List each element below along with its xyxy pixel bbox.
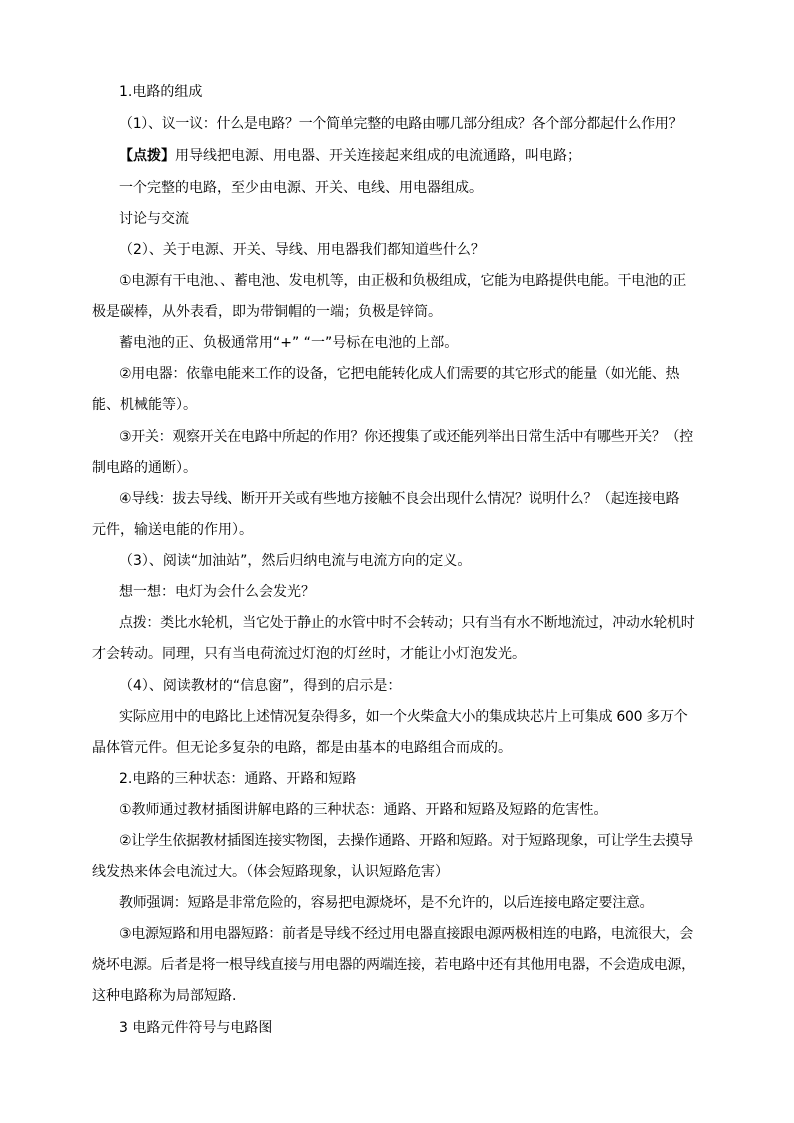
switch-line-2: 制电路的通断）。 (92, 460, 197, 476)
section-heading-1: 1.电路的组成 (119, 84, 203, 100)
hint-text: 用导线把电源、用电器、开关连接起来组成的电流通路，叫电路； (175, 148, 581, 164)
state-explanation-2-line-1: ②让学生依据教材插图连接实物图，去操作通路、开路和短路。对于短路现象，可让学生去摸导 (119, 833, 693, 849)
power-source-line-2: 极是碳棒，从外表看，即为带铜帽的一端；负极是锌筒。 (92, 304, 442, 320)
hint-label: 【点拨】 (119, 148, 175, 164)
wire-line-1: ④导线：拔去导线、断开开关或有些地方接触不良会出现什么情况？说明什么？（起连接电路 (119, 491, 680, 507)
short-circuit-line-3: 这种电路称为局部短路. (92, 988, 237, 1004)
battery-paragraph: 蓄电池的正、负极通常用“+” “一”号标在电池的上部。 (119, 335, 459, 351)
hint2-line-2: 才会转动。同理，只有当电荷流过灯泡的灯丝时，才能让小灯泡发光。 (92, 646, 526, 662)
question-4: （4）、阅读教材的“信息窗”，得到的启示是： (119, 678, 402, 694)
practical-line-2: 晶体管元件。但无论多复杂的电路，都是由基本的电路组合而成的。 (92, 740, 512, 756)
teacher-emphasis: 教师强调：短路是非常危险的，容易把电源烧坏，是不允许的，以后连接电路定要注意。 (119, 895, 654, 911)
switch-line-1: ③开关：观察开关在电路中所起的作用？你还搜集了或还能列举出日常生活中有哪些开关？（控 (119, 429, 693, 445)
appliance-line-2: 能、机械能等）。 (92, 397, 197, 413)
short-circuit-line-1: ③电源短路和用电器短路：前者是导线不经过用电器直接跟电源两极相连的电路，电流很大，会 (119, 926, 693, 942)
hint-paragraph (119, 146, 704, 166)
hint2-line-1: 点拨：类比水轮机，当它处于静止的水管中时不会转动；只有当有水不断地流过，冲动水轮机时 (119, 615, 695, 631)
practical-line-1: 实际应用中的电路比上述情况复杂得多，如一个火柴盒大小的集成块芯片上可集成 600 多万个 (119, 709, 688, 725)
discussion-heading: 讨论与交流 (119, 211, 189, 227)
power-source-line-1: ①电源有干电池、、蓄电池、发电机等，由正极和负极组成，它能为电路提供电能。干电池的正 (119, 273, 686, 289)
question-2: （2）、关于电源、开关、导线、用电器我们都知道些什么？ (119, 242, 485, 258)
short-circuit-line-2: 烧坏电源。后者是将一根导线直接与用电器的两端连接，若电路中还有其他用电器，不会造成电源， (92, 957, 695, 973)
section-heading-3: 3 电路元件符号与电路图 (119, 1020, 273, 1036)
state-explanation-1: ①教师通过教材插图讲解电路的三种状态：通路、开路和短路及短路的危害性。 (119, 802, 608, 818)
think-paragraph: 想一想：电灯为会什么会发光？ (119, 584, 315, 600)
wire-line-2: 元件，输送电能的作用）。 (92, 522, 253, 538)
state-explanation-2-line-2: 线发热来体会电流过大。（体会短路现象，认识短路危害） (92, 864, 449, 880)
question-3: （3）、阅读“加油站”，然后归纳电流与电流方向的定义。 (119, 553, 472, 569)
question-1: （1）、议一议：什么是电路？一个简单完整的电路由哪几部分组成？各个部分都起什么作用？ (119, 116, 683, 132)
appliance-line-1: ②用电器：依靠电能来工作的设备，它把电能转化成人们需要的其它形式的能量（如光能、热 (119, 366, 680, 382)
complete-circuit-paragraph: 一个完整的电路，至少由电源、开关、电线、用电器组成。 (119, 180, 483, 196)
section-heading-2: 2.电路的三种状态：通路、开路和短路 (119, 771, 357, 787)
